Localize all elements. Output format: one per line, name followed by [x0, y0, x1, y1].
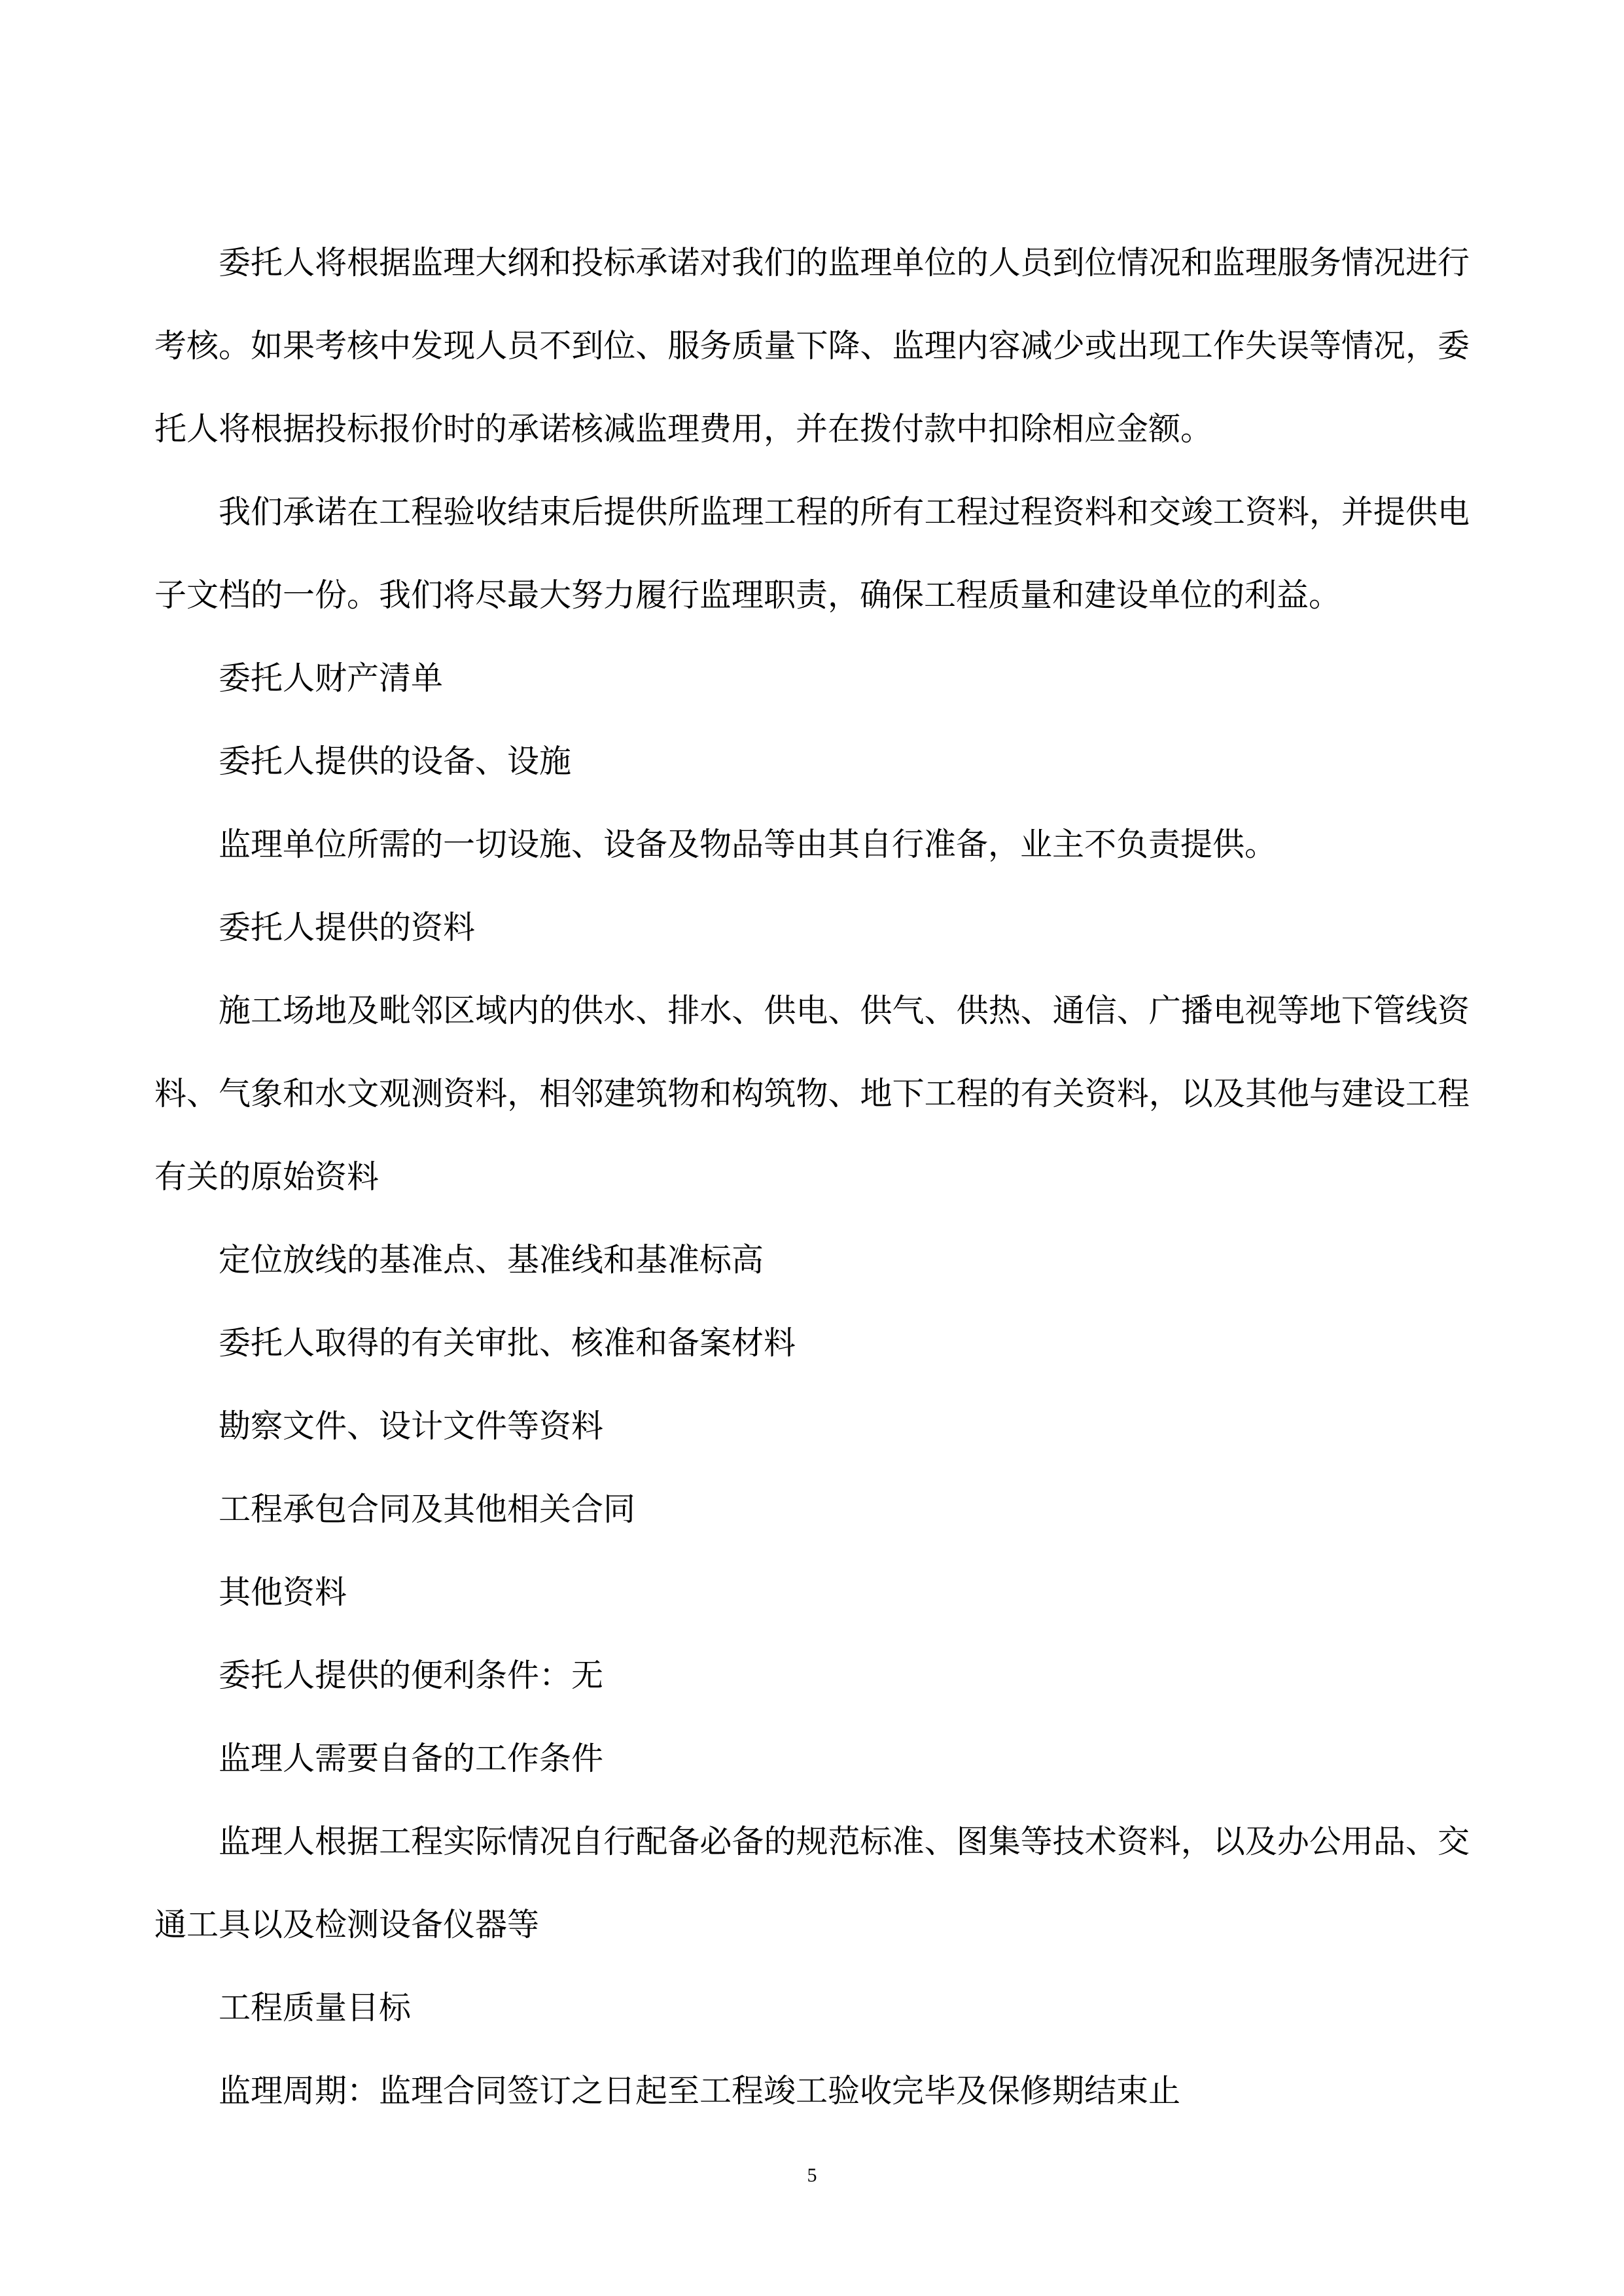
paragraph-assessment: 委托人将根据监理大纲和投标承诺对我们的监理单位的人员到位情况和监理服务情况进行考核。如果考核中发现人员不到位、服务质量下降、监理内容减少或出现工作失误等情况，委托人将根据投标报价时的承诺核减监理费用，并在拨付款中扣除相应金额。	[154, 244, 1470, 448]
heading-client-property: 委托人财产清单	[219, 660, 444, 697]
item-design-documents: 勘察文件、设计文件等资料	[219, 1407, 604, 1445]
paragraph-supervisor-equipment: 监理人根据工程实际情况自行配备必备的规范标准、图集等技术资料，以及办公用品、交通工具以及检测设备仪器等	[154, 1823, 1470, 1943]
page-number: 5	[807, 2164, 817, 2186]
item-contracts: 工程承包合同及其他相关合同	[219, 1491, 636, 1528]
item-other-materials: 其他资料	[219, 1574, 347, 1611]
item-survey-benchmarks: 定位放线的基准点、基准线和基准标高	[219, 1241, 764, 1279]
paragraph-commitment: 我们承诺在工程验收结束后提供所监理工程的所有工程过程资料和交竣工资料，并提供电子文档的一份。我们将尽最大努力履行监理职责，确保工程质量和建设单位的利益。	[154, 493, 1470, 614]
heading-client-equipment: 委托人提供的设备、设施	[219, 743, 572, 780]
heading-quality-target: 工程质量目标	[219, 1989, 412, 2026]
paragraph-equipment-self-provided: 监理单位所需的一切设施、设备及物品等由其自行准备，业主不负责提供。	[219, 826, 1277, 863]
item-supervision-period: 监理周期：监理合同签订之日起至工程竣工验收完毕及保修期结束止	[219, 2072, 1181, 2110]
heading-client-materials: 委托人提供的资料	[219, 909, 476, 946]
item-approval-materials: 委托人取得的有关审批、核准和备案材料	[219, 1324, 796, 1362]
paragraph-site-materials: 施工场地及毗邻区域内的供水、排水、供电、供气、供热、通信、广播电视等地下管线资料、气象和水文观测资料，相邻建筑物和构筑物、地下工程的有关资料，以及其他与建设工程有关的原始资料	[154, 992, 1470, 1195]
document-body	[154, 221, 1470, 2132]
item-convenience-conditions: 委托人提供的便利条件：无	[219, 1657, 604, 1694]
heading-supervisor-conditions: 监理人需要自备的工作条件	[219, 1740, 604, 1777]
